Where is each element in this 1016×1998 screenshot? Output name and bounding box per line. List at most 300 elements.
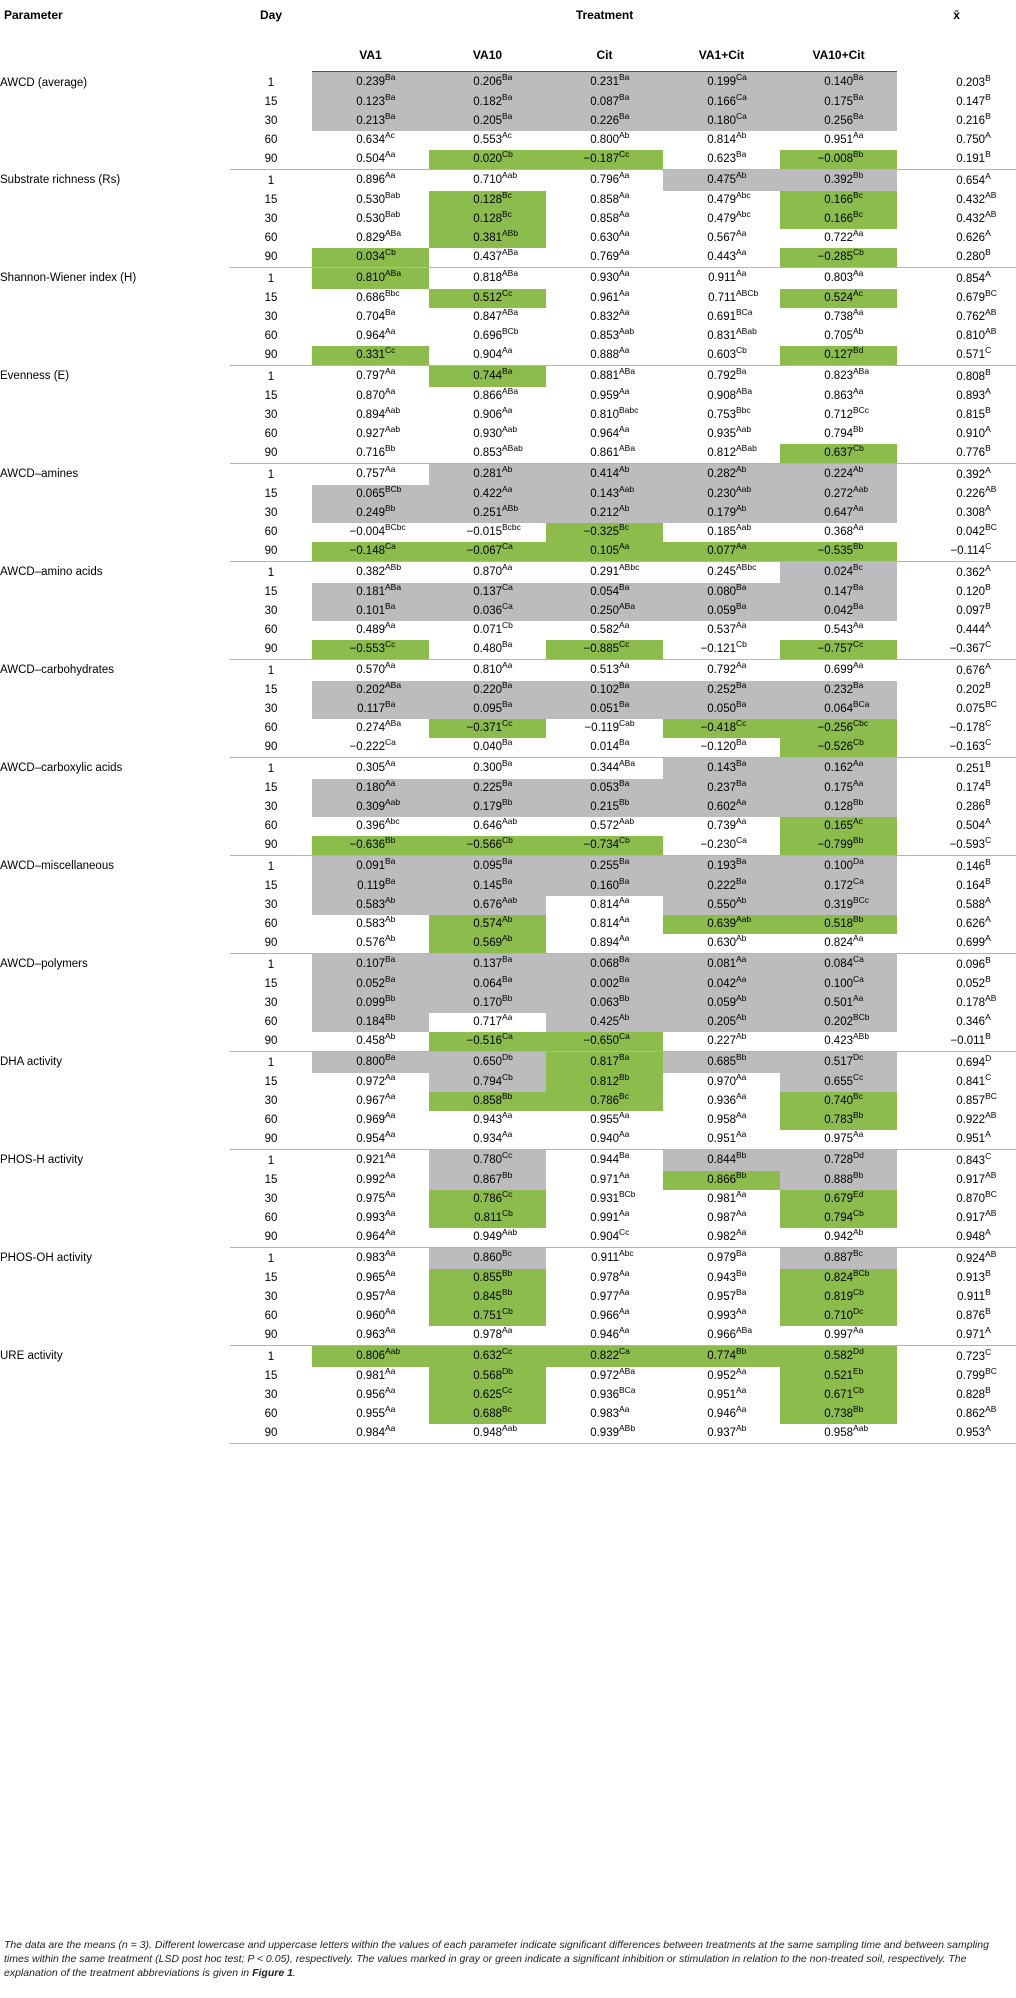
value-cell bbox=[312, 93, 429, 112]
value-cell bbox=[663, 915, 780, 934]
mean-value: 0.654 bbox=[956, 175, 986, 187]
value-number: 0.524 bbox=[824, 292, 853, 304]
significance-letters: ABa bbox=[385, 268, 402, 279]
value-cell bbox=[429, 1130, 546, 1150]
value-number: 0.783 bbox=[824, 1114, 853, 1126]
value-cell bbox=[429, 953, 546, 975]
value-cell bbox=[429, 248, 546, 268]
mean-value: 0.178 bbox=[956, 997, 986, 1009]
value-cell bbox=[312, 934, 429, 954]
value-number: 0.583 bbox=[356, 918, 385, 930]
value-number: 0.020 bbox=[473, 153, 502, 165]
day-cell: 60 bbox=[264, 918, 278, 930]
significance-letters: Ba bbox=[853, 92, 864, 103]
significance-letters: Aa bbox=[385, 1170, 396, 1181]
significance-letters: Aa bbox=[619, 424, 630, 435]
value-number: 0.858 bbox=[590, 194, 619, 206]
table-row bbox=[0, 561, 1016, 583]
value-cell bbox=[312, 1367, 429, 1386]
value-number: 0.458 bbox=[356, 1035, 385, 1047]
significance-letters: Ba bbox=[619, 680, 630, 691]
value-number: 0.475 bbox=[707, 174, 736, 186]
value-cell bbox=[546, 150, 663, 170]
significance-letters: Ba bbox=[385, 601, 396, 612]
significance-letters: Cb bbox=[502, 1072, 513, 1083]
significance-letters: Ba bbox=[385, 974, 396, 985]
significance-letters: Cc bbox=[736, 718, 747, 729]
mean-letters: B bbox=[985, 778, 991, 789]
value-number: 0.274 bbox=[356, 722, 385, 734]
significance-letters: Ba bbox=[619, 699, 630, 710]
mean-cell bbox=[897, 877, 1016, 896]
value-number: 0.205 bbox=[707, 1016, 736, 1028]
significance-letters: Bb bbox=[619, 1072, 630, 1083]
value-number: 0.054 bbox=[590, 586, 619, 598]
value-cell bbox=[780, 659, 897, 681]
mean-value: 0.097 bbox=[956, 605, 986, 617]
value-cell bbox=[663, 444, 780, 464]
value-cell bbox=[546, 425, 663, 444]
significance-letters: Aa bbox=[502, 1325, 513, 1336]
mean-letters: C bbox=[985, 1347, 992, 1358]
significance-letters: Aab bbox=[502, 816, 518, 827]
significance-letters: Ab bbox=[736, 1012, 747, 1023]
day-cell: 1 bbox=[267, 567, 275, 579]
value-number: 0.936 bbox=[590, 1389, 619, 1401]
value-number: 0.810 bbox=[356, 272, 385, 284]
day-cell: 15 bbox=[264, 390, 278, 402]
value-number: 0.937 bbox=[707, 1427, 736, 1439]
value-number: 0.888 bbox=[590, 349, 619, 361]
significance-letters: Aa bbox=[385, 1248, 396, 1259]
mean-cell bbox=[897, 953, 1016, 975]
value-number: 0.175 bbox=[824, 782, 853, 794]
significance-letters: Bc bbox=[853, 190, 863, 201]
significance-letters: Cb bbox=[736, 639, 747, 650]
significance-letters: Ba bbox=[853, 72, 864, 83]
mean-cell bbox=[897, 915, 1016, 934]
significance-letters: Ba bbox=[736, 856, 747, 867]
value-number: 0.422 bbox=[473, 488, 502, 500]
value-cell bbox=[312, 975, 429, 994]
value-number: 0.180 bbox=[356, 782, 385, 794]
day-cell: 15 bbox=[264, 586, 278, 598]
value-number: 0.145 bbox=[473, 880, 502, 892]
day-cell: 15 bbox=[264, 782, 278, 794]
value-number: 0.255 bbox=[590, 860, 619, 872]
value-number: 0.786 bbox=[473, 1193, 502, 1205]
mean-cell bbox=[897, 1247, 1016, 1269]
value-cell bbox=[312, 112, 429, 131]
value-number: 0.946 bbox=[590, 1329, 619, 1341]
value-cell bbox=[312, 248, 429, 268]
mean-letters: BC bbox=[985, 1189, 997, 1200]
value-cell bbox=[312, 1405, 429, 1424]
value-number: 0.803 bbox=[824, 272, 853, 284]
significance-letters: Cc bbox=[502, 1150, 513, 1161]
value-cell bbox=[429, 1149, 546, 1171]
mean-letters: B bbox=[985, 1287, 991, 1298]
value-number: 0.983 bbox=[590, 1408, 619, 1420]
mean-value: 0.808 bbox=[956, 371, 986, 383]
significance-letters: Aab bbox=[736, 424, 752, 435]
value-number: −0.148 bbox=[349, 545, 385, 557]
mean-cell bbox=[897, 463, 1016, 485]
significance-letters: Aa bbox=[736, 247, 747, 258]
value-cell bbox=[312, 425, 429, 444]
value-number: 0.166 bbox=[824, 213, 853, 225]
value-number: 0.193 bbox=[707, 860, 736, 872]
significance-letters: Cc bbox=[502, 288, 513, 299]
significance-letters: Aa bbox=[736, 1306, 747, 1317]
day-cell: 30 bbox=[264, 1291, 278, 1303]
value-number: 0.504 bbox=[356, 153, 385, 165]
value-cell bbox=[546, 444, 663, 464]
significance-letters: Ba bbox=[736, 758, 747, 769]
mean-value: 0.854 bbox=[956, 273, 986, 285]
value-cell bbox=[312, 817, 429, 836]
value-cell bbox=[429, 1209, 546, 1228]
mean-cell bbox=[897, 1326, 1016, 1346]
value-cell bbox=[780, 406, 897, 425]
significance-letters: Ab bbox=[736, 933, 747, 944]
value-cell bbox=[429, 463, 546, 485]
table-row bbox=[0, 463, 1016, 485]
significance-letters: Aa bbox=[853, 130, 864, 141]
significance-letters: Ba bbox=[385, 954, 396, 965]
value-cell bbox=[546, 817, 663, 836]
header-treatment-va1-cit: VA1+Cit bbox=[663, 39, 780, 72]
value-number: 0.812 bbox=[707, 447, 736, 459]
value-number: 0.237 bbox=[707, 782, 736, 794]
value-cell bbox=[429, 93, 546, 112]
value-cell bbox=[780, 267, 897, 289]
significance-letters: Ba bbox=[853, 111, 864, 122]
significance-letters: Ca bbox=[853, 974, 864, 985]
table-row bbox=[0, 365, 1016, 387]
significance-letters: Aa bbox=[385, 620, 396, 631]
value-number: 0.982 bbox=[707, 1231, 736, 1243]
mean-letters: A bbox=[985, 130, 991, 141]
value-number: 0.625 bbox=[473, 1389, 502, 1401]
mean-cell bbox=[897, 504, 1016, 523]
value-cell bbox=[429, 327, 546, 346]
value-cell bbox=[429, 1424, 546, 1444]
significance-letters: BCb bbox=[853, 1268, 870, 1279]
value-number: −0.757 bbox=[817, 643, 853, 655]
significance-letters: Cab bbox=[619, 718, 635, 729]
value-number: 0.997 bbox=[824, 1329, 853, 1341]
mean-cell bbox=[897, 1013, 1016, 1032]
significance-letters: Aa bbox=[619, 1404, 630, 1415]
value-number: 0.967 bbox=[356, 1095, 385, 1107]
value-number: 0.014 bbox=[590, 741, 619, 753]
value-cell bbox=[780, 1032, 897, 1052]
significance-letters: Ba bbox=[619, 1052, 630, 1063]
mean-cell bbox=[897, 994, 1016, 1013]
value-number: 0.981 bbox=[707, 1193, 736, 1205]
value-cell bbox=[780, 915, 897, 934]
day-cell: 15 bbox=[264, 96, 278, 108]
footnote-figure-ref[interactable]: Figure 1 bbox=[252, 1967, 293, 1979]
value-cell bbox=[780, 779, 897, 798]
value-cell bbox=[312, 1288, 429, 1307]
value-number: 0.710 bbox=[824, 1310, 853, 1322]
value-number: −0.222 bbox=[349, 741, 385, 753]
value-cell bbox=[780, 210, 897, 229]
parameter-name: AWCD–carboxylic acids bbox=[0, 762, 123, 774]
significance-letters: Aab bbox=[502, 895, 518, 906]
value-cell bbox=[780, 72, 897, 93]
significance-letters: Dc bbox=[853, 1306, 864, 1317]
value-cell bbox=[312, 953, 429, 975]
value-cell bbox=[312, 1130, 429, 1150]
mean-cell bbox=[897, 1209, 1016, 1228]
value-number: 0.832 bbox=[590, 311, 619, 323]
significance-letters: Aa bbox=[619, 190, 630, 201]
value-number: 0.960 bbox=[356, 1310, 385, 1322]
day-cell: 1 bbox=[267, 1351, 275, 1363]
mean-letters: B bbox=[985, 955, 991, 966]
value-number: 0.251 bbox=[473, 507, 502, 519]
value-number: 0.921 bbox=[356, 1154, 385, 1166]
value-cell bbox=[429, 1367, 546, 1386]
significance-letters: Bb bbox=[853, 1110, 864, 1121]
value-number: 0.179 bbox=[707, 507, 736, 519]
value-number: 0.958 bbox=[707, 1114, 736, 1126]
value-number: 0.281 bbox=[473, 468, 502, 480]
significance-letters: ABb bbox=[853, 1031, 870, 1042]
value-number: 0.887 bbox=[824, 1252, 853, 1264]
value-number: 0.425 bbox=[590, 1016, 619, 1028]
mean-cell bbox=[897, 779, 1016, 798]
significance-letters: Ac bbox=[502, 130, 512, 141]
value-cell bbox=[663, 504, 780, 523]
value-number: 0.212 bbox=[590, 507, 619, 519]
mean-letters: A bbox=[985, 228, 991, 239]
significance-letters: Aab bbox=[385, 424, 401, 435]
value-cell bbox=[429, 1032, 546, 1052]
value-cell bbox=[312, 131, 429, 150]
value-number: 0.166 bbox=[824, 194, 853, 206]
significance-letters: Aa bbox=[736, 228, 747, 239]
mean-value: 0.626 bbox=[956, 918, 986, 930]
significance-letters: Aa bbox=[385, 778, 396, 789]
value-cell bbox=[546, 896, 663, 915]
value-number: 0.166 bbox=[707, 96, 736, 108]
value-number: 0.948 bbox=[473, 1427, 502, 1439]
mean-cell bbox=[897, 817, 1016, 836]
value-cell bbox=[663, 191, 780, 210]
significance-letters: Aa bbox=[385, 1325, 396, 1336]
mean-value: 0.913 bbox=[956, 1272, 986, 1284]
value-number: 0.396 bbox=[356, 820, 385, 832]
value-cell bbox=[546, 169, 663, 191]
value-number: 0.717 bbox=[473, 1016, 502, 1028]
value-number: 0.992 bbox=[356, 1174, 385, 1186]
value-number: 0.582 bbox=[824, 1350, 853, 1362]
significance-letters: Cc bbox=[502, 1346, 513, 1357]
day-cell: 30 bbox=[264, 1389, 278, 1401]
day-cell: 60 bbox=[264, 428, 278, 440]
value-number: 0.225 bbox=[473, 782, 502, 794]
value-number: 0.574 bbox=[473, 918, 502, 930]
mean-letters: BC bbox=[985, 1091, 997, 1102]
value-number: −0.067 bbox=[466, 545, 502, 557]
significance-letters: Bb bbox=[736, 1052, 747, 1063]
day-cell: 60 bbox=[264, 330, 278, 342]
value-cell bbox=[429, 877, 546, 896]
value-number: 0.814 bbox=[590, 918, 619, 930]
value-number: 0.639 bbox=[707, 918, 736, 930]
value-cell bbox=[780, 327, 897, 346]
value-cell bbox=[312, 1345, 429, 1367]
value-number: 0.855 bbox=[473, 1272, 502, 1284]
value-number: 0.844 bbox=[707, 1154, 736, 1166]
significance-letters: ABab bbox=[736, 443, 757, 454]
significance-letters: Dc bbox=[853, 1052, 864, 1063]
value-number: 0.224 bbox=[824, 468, 853, 480]
mean-value: 0.362 bbox=[956, 567, 986, 579]
mean-value: 0.226 bbox=[956, 488, 986, 500]
value-cell bbox=[546, 327, 663, 346]
significance-letters: Bb bbox=[853, 149, 864, 160]
significance-letters: Aa bbox=[619, 228, 630, 239]
value-number: 0.780 bbox=[473, 1154, 502, 1166]
value-number: 0.646 bbox=[473, 820, 502, 832]
mean-letters: B bbox=[985, 405, 991, 416]
value-number: 0.059 bbox=[707, 997, 736, 1009]
mean-cell bbox=[897, 485, 1016, 504]
value-cell bbox=[546, 1171, 663, 1190]
value-cell bbox=[546, 779, 663, 798]
value-cell bbox=[546, 855, 663, 877]
value-number: 0.949 bbox=[473, 1231, 502, 1243]
value-cell bbox=[312, 504, 429, 523]
value-cell bbox=[312, 700, 429, 719]
significance-letters: Aa bbox=[853, 758, 864, 769]
value-number: 0.143 bbox=[707, 762, 736, 774]
value-number: 0.911 bbox=[708, 272, 736, 284]
mean-value: 0.917 bbox=[956, 1174, 986, 1186]
mean-letters: B bbox=[985, 1268, 991, 1279]
mean-letters: B bbox=[985, 974, 991, 985]
value-number: 0.975 bbox=[824, 1133, 853, 1145]
value-number: 0.480 bbox=[473, 643, 502, 655]
significance-letters: Ba bbox=[385, 307, 396, 318]
value-number: 0.583 bbox=[356, 899, 385, 911]
value-cell bbox=[663, 1013, 780, 1032]
significance-letters: Ba bbox=[502, 974, 513, 985]
significance-letters: Bc bbox=[502, 1404, 512, 1415]
value-number: −0.285 bbox=[817, 251, 853, 263]
mean-value: 0.120 bbox=[956, 586, 986, 598]
value-cell bbox=[780, 1130, 897, 1150]
significance-letters: Bb bbox=[385, 835, 396, 846]
value-number: 0.137 bbox=[473, 586, 502, 598]
mean-value: 0.444 bbox=[956, 624, 986, 636]
value-number: 0.699 bbox=[824, 664, 853, 676]
significance-letters: Bb bbox=[853, 1170, 864, 1181]
value-number: 0.757 bbox=[356, 468, 385, 480]
value-number: 0.943 bbox=[707, 1272, 736, 1284]
value-number: 0.202 bbox=[824, 1016, 853, 1028]
significance-letters: Cc bbox=[385, 639, 396, 650]
mean-value: 0.951 bbox=[956, 1133, 986, 1145]
significance-letters: Aa bbox=[502, 484, 513, 495]
value-number: 0.944 bbox=[590, 1154, 619, 1166]
day-cell: 90 bbox=[230, 1032, 312, 1052]
value-cell bbox=[546, 1013, 663, 1032]
mean-cell bbox=[897, 444, 1016, 464]
value-cell bbox=[312, 621, 429, 640]
value-number: 0.686 bbox=[356, 292, 385, 304]
significance-letters: Ab bbox=[619, 464, 630, 475]
mean-cell bbox=[897, 1092, 1016, 1111]
value-number: 0.792 bbox=[707, 370, 736, 382]
significance-letters: Aa bbox=[385, 1091, 396, 1102]
value-cell bbox=[780, 504, 897, 523]
value-number: 0.936 bbox=[707, 1095, 736, 1107]
value-number: 0.147 bbox=[824, 586, 853, 598]
value-number: 0.824 bbox=[824, 937, 853, 949]
value-cell bbox=[429, 289, 546, 308]
value-cell bbox=[663, 798, 780, 817]
mean-letters: BC bbox=[985, 1366, 997, 1377]
value-number: 0.137 bbox=[473, 958, 502, 970]
significance-letters: Aa bbox=[736, 620, 747, 631]
value-number: 0.957 bbox=[356, 1291, 385, 1303]
mean-value: 0.164 bbox=[956, 880, 986, 892]
value-number: 0.671 bbox=[824, 1389, 853, 1401]
significance-letters: Aa bbox=[853, 307, 864, 318]
significance-letters: Aa bbox=[736, 1227, 747, 1238]
mean-value: 0.911 bbox=[957, 1291, 986, 1303]
mean-value: 0.893 bbox=[956, 390, 986, 402]
significance-letters: Bc bbox=[502, 190, 512, 201]
mean-value: 0.146 bbox=[956, 861, 986, 873]
significance-letters: Cb bbox=[736, 345, 747, 356]
value-cell bbox=[312, 1032, 429, 1052]
day-cell: 30 bbox=[264, 409, 278, 421]
value-number: 0.091 bbox=[356, 860, 385, 872]
value-cell bbox=[663, 621, 780, 640]
value-cell bbox=[546, 561, 663, 583]
value-number: 0.630 bbox=[707, 937, 736, 949]
value-cell bbox=[546, 1424, 663, 1444]
value-number: 0.853 bbox=[590, 330, 619, 342]
value-number: −0.418 bbox=[700, 722, 736, 734]
value-cell bbox=[780, 1288, 897, 1307]
significance-letters: Ca bbox=[502, 601, 513, 612]
significance-letters: Ba bbox=[736, 1287, 747, 1298]
mean-value: 0.799 bbox=[956, 1370, 986, 1382]
value-number: −0.256 bbox=[817, 722, 853, 734]
value-cell bbox=[546, 463, 663, 485]
significance-letters: Ba bbox=[619, 111, 630, 122]
value-cell bbox=[663, 1051, 780, 1073]
value-cell bbox=[780, 365, 897, 387]
significance-letters: Bb bbox=[502, 1091, 513, 1102]
value-number: 0.128 bbox=[473, 213, 502, 225]
significance-letters: Cc bbox=[619, 639, 630, 650]
table-row bbox=[0, 1051, 1016, 1073]
value-number: 0.064 bbox=[824, 703, 853, 715]
significance-letters: ABb bbox=[619, 1423, 636, 1434]
value-cell bbox=[429, 757, 546, 779]
value-number: −0.120 bbox=[700, 741, 736, 753]
value-cell bbox=[429, 640, 546, 660]
